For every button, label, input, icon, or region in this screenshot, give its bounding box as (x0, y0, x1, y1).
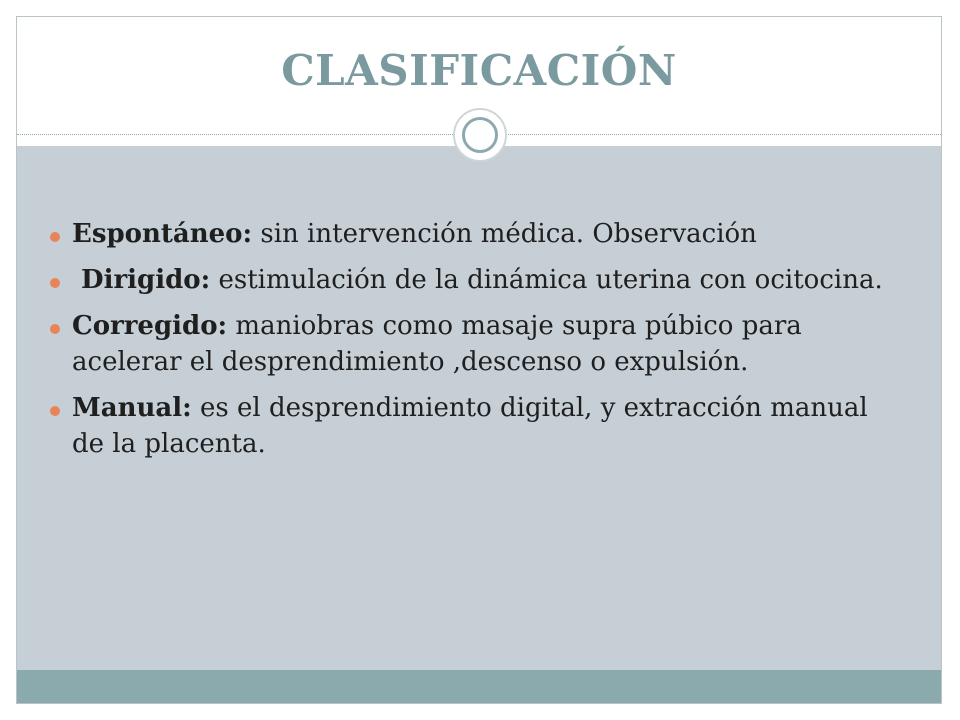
bullet-text: maniobras como masaje supra púbico para acelerar el desprendimiento ,descenso o expulsión. (72, 311, 802, 377)
slide-title: CLASIFICACIÓN (281, 46, 677, 95)
bullet-term: Manual: (72, 393, 192, 423)
bullet-item-corregido (46, 308, 896, 380)
bullet-dot-icon (50, 278, 60, 288)
bullet-term: Espontáneo: (72, 219, 253, 249)
bullet-dot-icon (50, 232, 60, 242)
footer-bar (17, 670, 941, 703)
bullet-term: Corregido: (72, 311, 228, 341)
bullet-dot-icon (50, 406, 60, 416)
bullet-item-dirigido (46, 262, 896, 298)
ring-ornament-icon (453, 108, 507, 162)
bullet-term: Dirigido: (72, 265, 211, 295)
bullet-text: es el desprendimiento digital, y extracción manual de la placenta. (72, 393, 868, 459)
ring-inner-icon (462, 117, 498, 153)
bullet-item-manual (46, 390, 896, 462)
bullet-item-espontaneo (46, 216, 896, 252)
bullet-text: estimulación de la dinámica uterina con ocitocina. (210, 265, 883, 295)
bullet-dot-icon (50, 324, 60, 334)
bullet-text: sin intervención médica. Observación (252, 219, 757, 249)
bullet-list (46, 216, 896, 472)
